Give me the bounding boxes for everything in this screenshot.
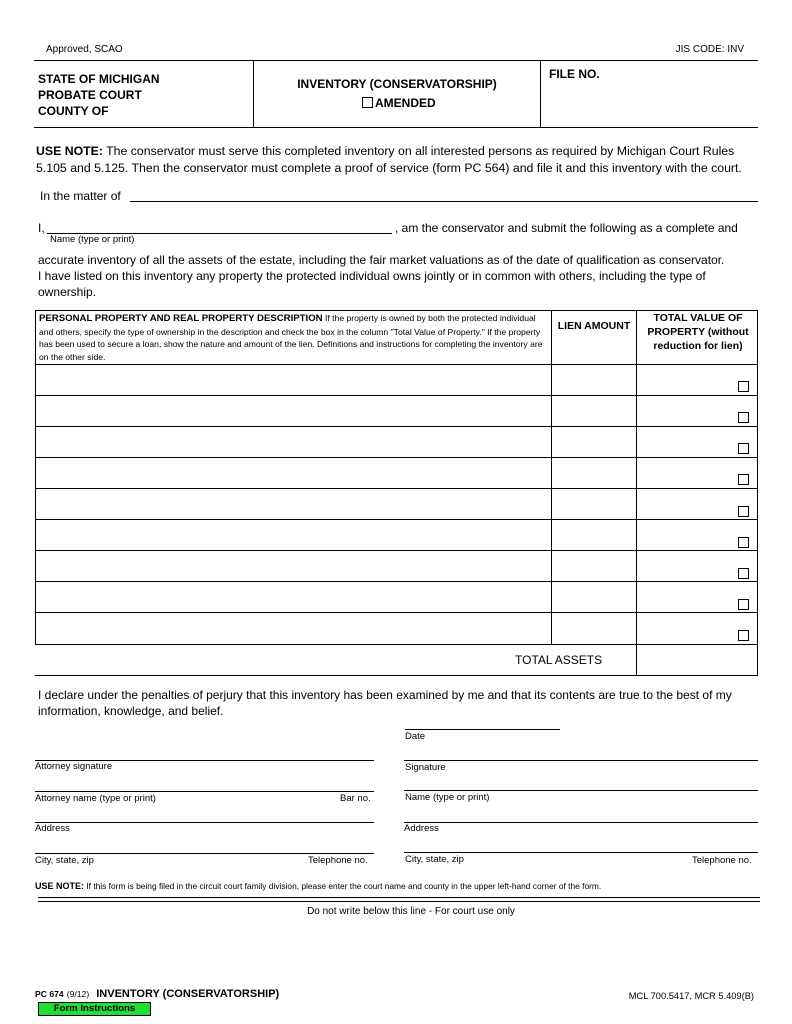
footer-form-no: PC 674: [35, 989, 64, 999]
court-line-probate: PROBATE COURT: [38, 88, 142, 102]
description-header: [39, 312, 549, 363]
description-header-title: PERSONAL PROPERTY AND REAL PROPERTY DESCRIPTION: [39, 313, 323, 324]
form-title: INVENTORY (CONSERVATORSHIP): [297, 77, 497, 91]
date-field[interactable]: [405, 729, 560, 730]
attorney-signature-label: Attorney signature: [35, 761, 113, 772]
file-no-label: FILE NO.: [549, 67, 600, 81]
row-3-description-field[interactable]: [37, 428, 549, 456]
attorney-city-label: City, state, zip: [35, 855, 94, 866]
row-9-description-field[interactable]: [37, 614, 549, 642]
amended-option[interactable]: [362, 96, 436, 110]
total-assets-mask: [35, 645, 552, 675]
amended-checkbox[interactable]: [362, 97, 373, 108]
total-assets-label: TOTAL ASSETS: [515, 653, 603, 667]
header-divider-1: [253, 60, 254, 127]
use-note-text: The conservator must serve this completed inventory on all interested persons as required by Michigan Court Rules 5.105 and 5.125. Then the conservator must complete a proof of service (form PC 564) and file it and this inventory with the court.: [36, 144, 742, 175]
attorney-city-field[interactable]: [35, 853, 374, 854]
row-7-description-field[interactable]: [37, 552, 549, 580]
row-rule: [35, 581, 758, 582]
lien-amount-header: LIEN AMOUNT: [557, 320, 631, 332]
row-rule: [35, 519, 758, 520]
inventory-paragraph: [38, 252, 760, 300]
footer-revision: (9/12): [66, 989, 90, 999]
joint-ownership-checkbox[interactable]: [738, 630, 749, 641]
row-rule: [35, 426, 758, 427]
description-header-text: If the property is owned by both the protected individual and others, specify the type of ownership in the description and check the box in the column "Total Value of Property." If the property has been used to secure a loan, show the nature and amount of the lien. Definitions and instructions for completing the inventory are on the other side.: [39, 313, 543, 362]
joint-ownership-checkbox[interactable]: [738, 381, 749, 392]
total-value-header: TOTAL VALUE OF PROPERTY (without reduction for lien): [647, 312, 749, 352]
joint-ownership-checkbox[interactable]: [738, 599, 749, 610]
file-no-field[interactable]: [545, 86, 755, 122]
city-label: City, state, zip: [405, 854, 464, 865]
court-use-note: Do not write below this line - For court use only: [307, 906, 515, 917]
name-label: Name (type or print): [405, 792, 490, 803]
use-note-2-text: If this form is being filed in the circuit court family division, please enter the court name and county in the upper left-hand corner of the form.: [84, 881, 602, 891]
attorney-name-field[interactable]: [35, 791, 374, 792]
declaration: I declare under the penalties of perjury that this inventory has been examined by me and that its contents are true to the best of my information, knowledge, and belief.: [38, 688, 732, 718]
row-4-description-field[interactable]: [37, 459, 549, 487]
attorney-telephone-label: Telephone no.: [308, 855, 368, 866]
joint-ownership-checkbox[interactable]: [738, 443, 749, 454]
row-rule: [35, 612, 758, 613]
jis-code: JIS CODE: INV: [675, 44, 744, 55]
court-use-rule-2: [38, 901, 760, 902]
row-rule: [35, 488, 758, 489]
joint-ownership-checkbox[interactable]: [738, 412, 749, 423]
joint-ownership-checkbox[interactable]: [738, 537, 749, 548]
row-1-description-field[interactable]: [37, 366, 549, 394]
row-rule: [35, 395, 758, 396]
use-note-2-label: USE NOTE:: [35, 881, 85, 891]
bar-no-label: Bar no.: [340, 793, 371, 804]
footer-citation: MCL 700.5417, MCR 5.409(B): [628, 991, 754, 1001]
name-field[interactable]: [404, 790, 758, 791]
use-note-2: [35, 881, 765, 891]
header-bottom-rule: [34, 127, 758, 128]
header-divider-2: [540, 60, 541, 127]
name-hint: Name (type or print): [50, 234, 135, 245]
signature-label: Signature: [405, 762, 446, 773]
approved-label: Approved, SCAO: [46, 44, 123, 55]
attorney-name-label: Attorney name (type or print): [35, 793, 156, 804]
inventory-para-1: accurate inventory of all the assets of the estate, including the fair market valuations as of the date of qualification as conservator.: [38, 253, 725, 267]
row-rule: [35, 457, 758, 458]
conservator-statement: , am the conservator and submit the following as a complete and: [395, 221, 738, 235]
court-line-state: STATE OF MICHIGAN: [38, 72, 160, 86]
table-header-rule: [35, 364, 758, 365]
attorney-address-label: Address: [35, 823, 70, 834]
address-field[interactable]: [404, 822, 758, 823]
date-label: Date: [405, 731, 426, 742]
attorney-address-field[interactable]: [35, 822, 374, 823]
court-heading: [38, 71, 160, 119]
row-2-description-field[interactable]: [37, 397, 549, 425]
row-rule: [35, 550, 758, 551]
footer-form-id: [35, 988, 279, 1000]
header-top-rule: [34, 60, 758, 61]
amended-label: AMENDED: [375, 96, 436, 110]
row-6-description-field[interactable]: [37, 521, 549, 549]
court-use-rule-1: [38, 897, 760, 898]
use-note-label: USE NOTE:: [36, 144, 103, 158]
use-note: [36, 143, 758, 177]
form-instructions-button[interactable]: Form Instructions: [38, 1002, 151, 1016]
joint-ownership-checkbox[interactable]: [738, 506, 749, 517]
address-label: Address: [404, 823, 439, 834]
signature-field[interactable]: [404, 760, 758, 761]
telephone-label: Telephone no.: [692, 855, 752, 866]
footer-title: INVENTORY (CONSERVATORSHIP): [96, 988, 280, 1000]
city-field[interactable]: [404, 852, 758, 853]
matter-label: In the matter of: [40, 189, 121, 203]
joint-ownership-checkbox[interactable]: [738, 568, 749, 579]
row-5-description-field[interactable]: [37, 490, 549, 518]
row-8-description-field[interactable]: [37, 583, 549, 611]
joint-ownership-checkbox[interactable]: [738, 474, 749, 485]
i-label: I,: [38, 221, 45, 235]
matter-field[interactable]: [130, 201, 758, 202]
total-assets-field[interactable]: [638, 646, 756, 674]
court-line-county: COUNTY OF: [38, 104, 109, 118]
inventory-para-2: I have listed on this inventory any property the protected individual owns jointly or in common with others, including the type of ownership.: [38, 269, 706, 299]
